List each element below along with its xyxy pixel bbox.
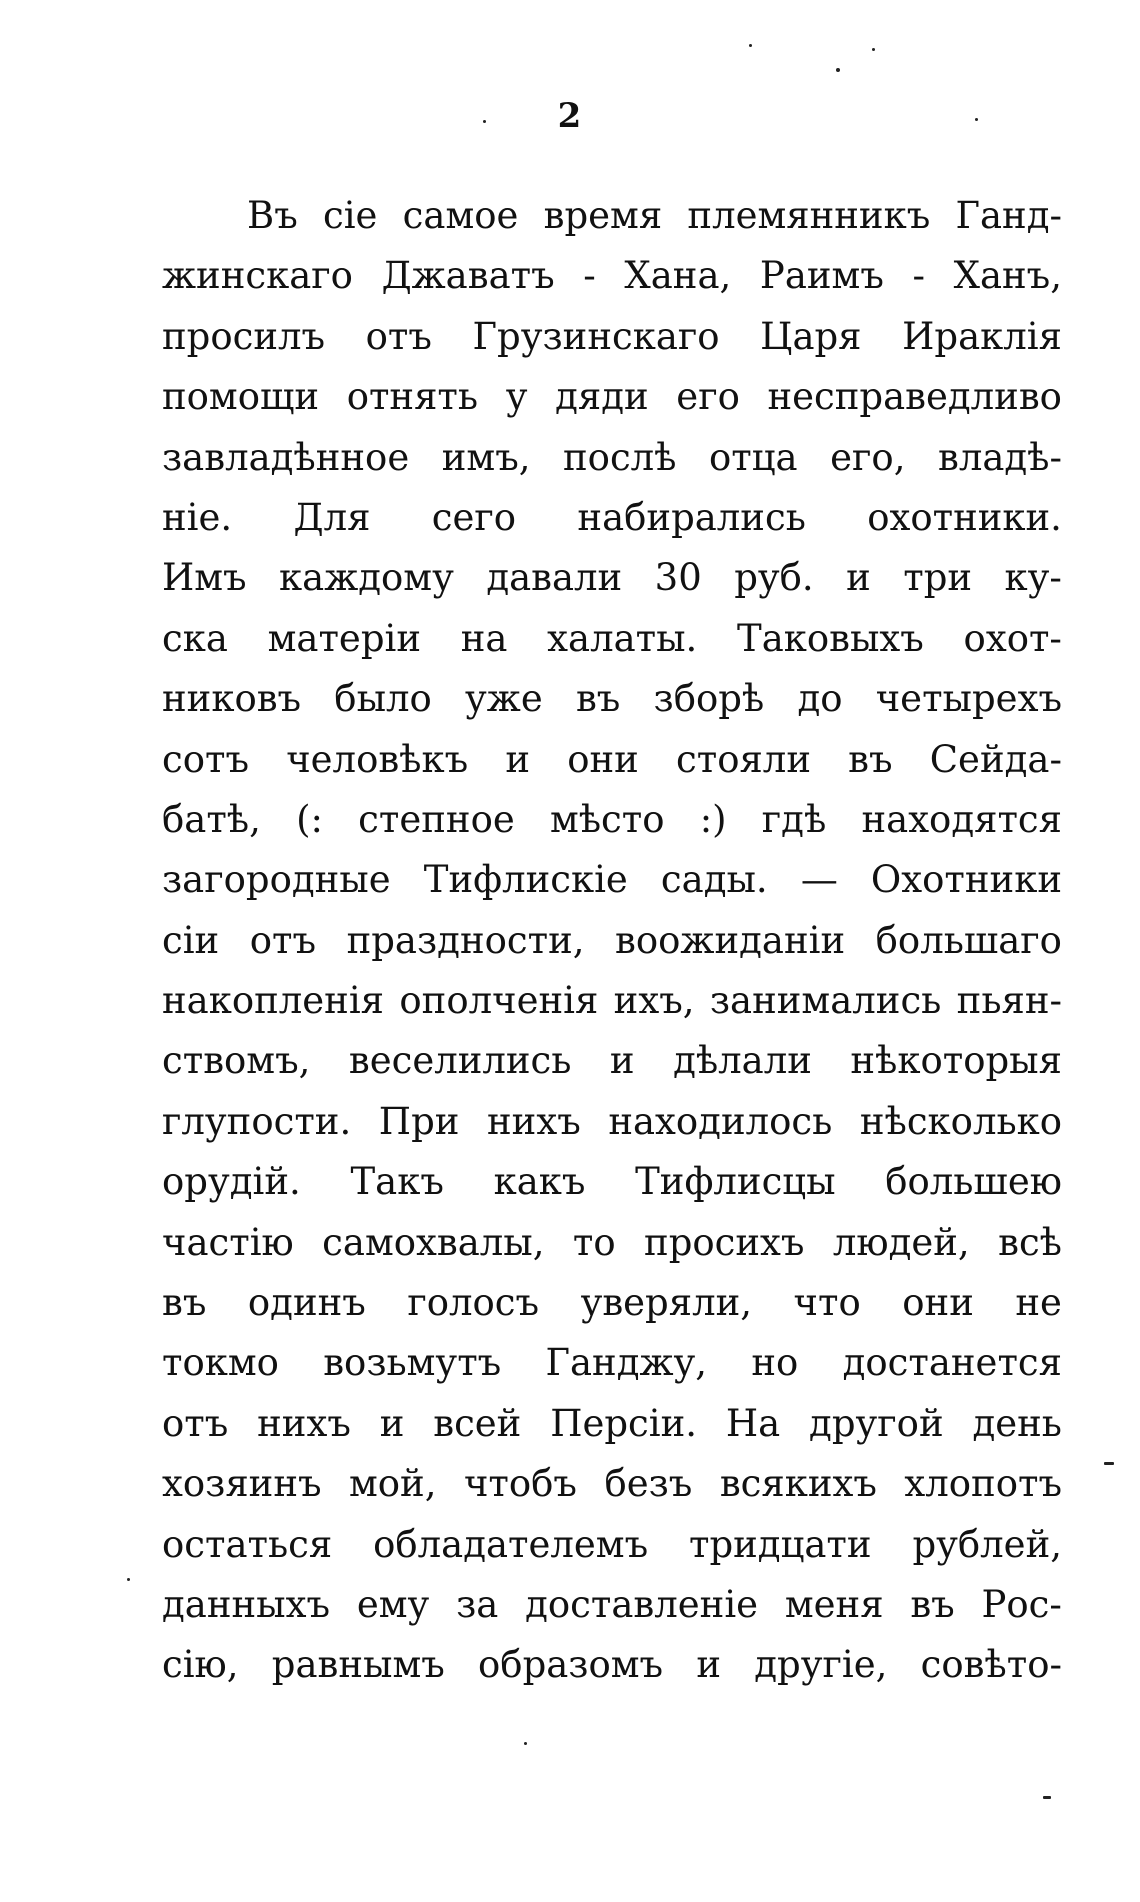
- word: занимались: [709, 979, 942, 1023]
- text-line: [162, 1031, 1062, 1091]
- word: просихъ: [644, 1220, 805, 1264]
- word: Тифлисцы: [635, 1160, 836, 1204]
- word: мой,: [349, 1462, 437, 1506]
- word: давали: [486, 556, 623, 600]
- word: отъ: [162, 1401, 229, 1445]
- text-line: [162, 367, 1062, 427]
- word: ихъ,: [613, 979, 695, 1023]
- word: остаться: [162, 1522, 333, 1566]
- word: нихъ: [257, 1401, 351, 1445]
- text-line: [162, 971, 1062, 1031]
- word: Ираклія: [902, 314, 1062, 358]
- word: обладателемъ: [373, 1522, 649, 1566]
- word: возьмутъ: [323, 1341, 502, 1385]
- word: въ: [575, 677, 621, 721]
- word: отъ: [365, 314, 432, 358]
- word: -: [912, 254, 925, 298]
- word: просилъ: [162, 314, 326, 358]
- word: стояли: [676, 737, 811, 781]
- word: что: [793, 1281, 861, 1325]
- word: равнымъ: [271, 1643, 445, 1687]
- word: его,: [830, 435, 906, 479]
- text-line: [162, 186, 1062, 246]
- word: Персіи.: [550, 1401, 698, 1445]
- text-line: [162, 730, 1062, 790]
- word: другіе,: [754, 1643, 888, 1687]
- word: находятся: [861, 797, 1062, 841]
- word: одинъ: [247, 1281, 366, 1325]
- word: матеріи: [267, 616, 421, 660]
- word: то: [572, 1220, 616, 1264]
- word: Въ: [247, 194, 298, 237]
- word: Раимъ: [759, 254, 884, 298]
- word: охотники.: [867, 495, 1062, 539]
- word: находилось: [608, 1099, 833, 1143]
- word: ніе.: [162, 495, 233, 539]
- word: руб.: [734, 556, 814, 600]
- word: 30: [654, 556, 702, 600]
- word: уверяли,: [580, 1281, 753, 1325]
- word: тридцати: [688, 1522, 872, 1566]
- word: воожиданіи: [615, 918, 846, 962]
- word: —: [800, 858, 838, 902]
- word: сего: [431, 495, 517, 539]
- word: владѣ-: [937, 435, 1062, 479]
- scan-speck: [1043, 1796, 1051, 1799]
- word: никовъ: [162, 677, 302, 721]
- word: до: [797, 677, 843, 721]
- word: всякихъ: [719, 1462, 877, 1506]
- word: данныхъ: [162, 1582, 331, 1626]
- word: сіи: [162, 918, 220, 962]
- word: хлопотъ: [904, 1462, 1062, 1506]
- word: :): [699, 797, 727, 841]
- word: человѣкъ: [286, 737, 469, 781]
- word: Имъ: [162, 556, 247, 600]
- word: нѣкоторыя: [850, 1039, 1062, 1083]
- text-line: [162, 548, 1062, 608]
- text-line: [162, 790, 1062, 850]
- word: голосъ: [407, 1281, 540, 1325]
- word: Такъ: [350, 1160, 444, 1204]
- word: за: [456, 1582, 499, 1626]
- word: они: [902, 1281, 974, 1325]
- word: сіе: [322, 194, 378, 237]
- word: степное: [358, 797, 515, 841]
- word: Тифлискіе: [423, 858, 628, 902]
- word: всей: [433, 1401, 522, 1445]
- word: всѣ: [998, 1220, 1062, 1264]
- word: въ: [162, 1281, 207, 1325]
- word: мѣсто: [549, 797, 665, 841]
- word: веселились: [348, 1039, 572, 1083]
- word: Джаватъ: [381, 254, 555, 298]
- scan-speck: [483, 120, 486, 123]
- word: доставленіе: [525, 1582, 759, 1626]
- word: зборѣ: [653, 677, 765, 721]
- word: Царя: [760, 314, 862, 358]
- word: и: [609, 1039, 635, 1083]
- word: большаго: [875, 918, 1062, 962]
- word: охот-: [963, 616, 1062, 660]
- word: племянникъ: [687, 194, 931, 237]
- word: три: [903, 556, 973, 600]
- word: сады.: [660, 858, 768, 902]
- word: каждому: [279, 556, 454, 600]
- word: самое: [402, 194, 519, 237]
- word: нѣсколько: [859, 1099, 1062, 1143]
- word: отнять: [346, 375, 479, 419]
- word: сію,: [162, 1643, 239, 1687]
- text-line: [162, 1273, 1062, 1333]
- text-line: [162, 1092, 1062, 1152]
- word: батѣ,: [162, 797, 261, 841]
- word: не: [1015, 1281, 1062, 1325]
- word: было: [334, 677, 432, 721]
- page-number: 2: [557, 96, 583, 136]
- text-line: [162, 1152, 1062, 1212]
- word: другой: [809, 1401, 944, 1445]
- word: нихъ: [487, 1099, 581, 1143]
- scan-speck: [975, 118, 978, 121]
- word: ствомъ,: [162, 1039, 311, 1083]
- word: Охотники: [870, 858, 1062, 902]
- word: несправедливо: [767, 375, 1062, 419]
- scan-speck: [1104, 1462, 1114, 1465]
- word: въ: [848, 737, 893, 781]
- word: праздности,: [346, 918, 585, 962]
- scan-speck: [749, 44, 752, 47]
- text-line: [162, 1515, 1062, 1575]
- word: загородные: [162, 858, 391, 902]
- word: помощи: [162, 375, 320, 419]
- scan-speck: [836, 68, 840, 72]
- word: -: [583, 254, 596, 298]
- word: его: [676, 375, 740, 419]
- text-line: [162, 669, 1062, 729]
- word: и: [696, 1643, 721, 1687]
- word: на: [460, 616, 508, 660]
- word: Ганд-: [955, 194, 1062, 237]
- word: пьян-: [956, 979, 1062, 1023]
- word: хозяинъ: [162, 1462, 322, 1506]
- word: глупости.: [162, 1099, 352, 1143]
- word: ку-: [1004, 556, 1062, 600]
- word: рублей,: [912, 1522, 1062, 1566]
- text-line: [162, 1213, 1062, 1273]
- word: завладѣнное: [162, 435, 410, 479]
- word: и: [846, 556, 871, 600]
- text-line: [162, 428, 1062, 488]
- scan-speck: [872, 48, 875, 51]
- word: они: [567, 737, 639, 781]
- word: меня: [784, 1582, 884, 1626]
- text-line: [162, 246, 1062, 306]
- word: день: [972, 1401, 1062, 1445]
- word: халаты.: [547, 616, 698, 660]
- word: самохвалы,: [322, 1220, 545, 1264]
- word: имъ,: [441, 435, 531, 479]
- word: Для: [293, 495, 371, 539]
- word: ему: [356, 1582, 430, 1626]
- word: ополченія: [399, 979, 599, 1023]
- word: жинскаго: [162, 254, 353, 298]
- word: четырехъ: [875, 677, 1062, 721]
- body-text: [162, 186, 1062, 1696]
- word: Грузинскаго: [472, 314, 720, 358]
- word: достанется: [842, 1341, 1062, 1385]
- word: ска: [162, 616, 228, 660]
- word: большею: [885, 1160, 1062, 1204]
- word: отца: [709, 435, 798, 479]
- word: токмо: [162, 1341, 279, 1385]
- word: время: [543, 194, 663, 237]
- word: накопленія: [162, 979, 385, 1023]
- word: людей,: [832, 1220, 970, 1264]
- text-line: [162, 850, 1062, 910]
- word: въ: [910, 1582, 955, 1626]
- text-line: [162, 1394, 1062, 1454]
- word: Ханъ,: [953, 254, 1062, 298]
- word: безъ: [604, 1462, 693, 1506]
- text-line: [162, 1454, 1062, 1514]
- word: образомъ: [478, 1643, 664, 1687]
- word: Сейда-: [929, 737, 1062, 781]
- word: Хана,: [624, 254, 732, 298]
- word: гдѣ: [761, 797, 827, 841]
- word: На: [725, 1401, 781, 1445]
- word: (:: [296, 797, 323, 841]
- word: совѣто-: [920, 1643, 1062, 1687]
- text-line: [162, 911, 1062, 971]
- text-line: [162, 307, 1062, 367]
- text-line: [162, 609, 1062, 669]
- scan-speck: [127, 1578, 130, 1581]
- word: частію: [162, 1220, 294, 1264]
- word: дяди: [555, 375, 649, 419]
- word: но: [751, 1341, 799, 1385]
- word: орудій.: [162, 1160, 301, 1204]
- word: какъ: [493, 1160, 586, 1204]
- word: и: [379, 1401, 405, 1445]
- text-line: [162, 1575, 1062, 1635]
- text-line: [162, 488, 1062, 548]
- word: отъ: [249, 918, 317, 962]
- word: дѣлали: [673, 1039, 812, 1083]
- word: набирались: [577, 495, 806, 539]
- text-line: [162, 1635, 1062, 1695]
- word: При: [378, 1099, 460, 1143]
- scan-speck: [524, 1742, 527, 1745]
- word: чтобъ: [463, 1462, 577, 1506]
- word: Ганджу,: [545, 1341, 708, 1385]
- word: послѣ: [563, 435, 677, 479]
- word: Рос-: [981, 1582, 1062, 1626]
- word: сотъ: [162, 737, 250, 781]
- word: и: [505, 737, 531, 781]
- word: Таковыхъ: [737, 616, 924, 660]
- word: у: [505, 375, 528, 419]
- word: уже: [465, 677, 543, 721]
- text-line: [162, 1333, 1062, 1393]
